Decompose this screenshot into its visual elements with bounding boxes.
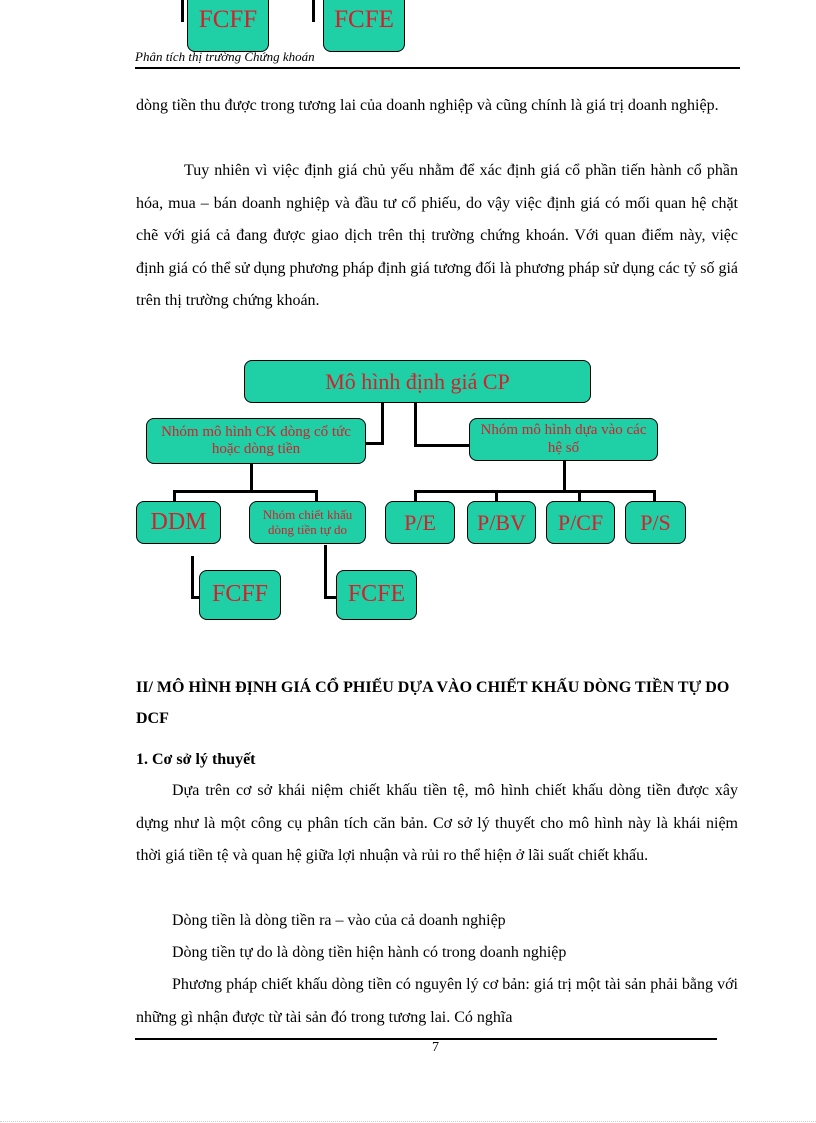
- paragraph-cashflow-def: Dòng tiền là dòng tiền ra – vào của cả doanh nghiệp: [172, 912, 506, 929]
- fcff-box-fragment: FCFF: [187, 0, 269, 52]
- footer-rule: [135, 1038, 717, 1040]
- node-ratio-group: Nhóm mô hình dựa vào các hệ số: [469, 418, 658, 461]
- connector-line: [181, 0, 184, 22]
- connector-line: [365, 442, 384, 445]
- connector-line: [381, 402, 384, 445]
- node-pe: P/E: [385, 501, 455, 544]
- paragraph-theory: Dựa trên cơ sở khái niệm chiết khấu tiền tệ, mô hình chiết khấu dòng tiền được xây dựng như là một công cụ phân tích căn bản. Cơ sở lý thuyết cho mô hình này là khái niệm thời giá tiền tệ và quan hệ giữa lợi nhuận và rủi ro thể hiện ở lãi suất chiết khấu.: [136, 782, 738, 864]
- section-heading: II/ MÔ HÌNH ĐỊNH GIÁ CỔ PHIẾU DỰA VÀO CHIẾT KHẤU DÒNG TIỀN TỰ DO DCF: [136, 679, 730, 727]
- node-dividend-cashflow-group: Nhóm mô hình CK dòng cổ tức hoặc dòng tiền: [146, 418, 366, 464]
- connector-line: [414, 490, 656, 493]
- root-node-stock-valuation: Mô hình định giá CP: [244, 360, 591, 403]
- connector-line: [312, 0, 315, 22]
- node-pcf: P/CF: [546, 501, 615, 544]
- node-ddm: DDM: [136, 501, 221, 544]
- node-fcff: FCFF: [199, 570, 281, 620]
- node-pbv: P/BV: [467, 501, 536, 544]
- connector-line: [191, 556, 194, 598]
- connector-line: [250, 463, 253, 491]
- paragraph-valuation-relative: Tuy nhiên vì việc định giá chủ yếu nhằm để xác định giá cổ phần tiến hành cổ phần hóa, mua – bán doanh nghiệp và đầu tư cổ phiếu, do vậy việc định giá có mối quan hệ chặt chẽ với giá cả đang được giao dịch trên thị trường chứng khoán. Với quan điểm này, việc định giá có thể sử dụng phương pháp định giá tương đối là phương pháp sử dụng các tỷ số giá trên thị trường chứng khoán.: [136, 162, 738, 309]
- fcfe-box-fragment: FCFE: [323, 0, 405, 52]
- header-rule: [135, 67, 740, 69]
- subsection-heading: 1. Cơ sở lý thuyết: [136, 751, 256, 768]
- connector-line: [563, 460, 566, 492]
- connector-line: [173, 490, 318, 493]
- paragraph-dcf-principle: Phương pháp chiết khấu dòng tiền có nguyên lý cơ bản: giá trị một tài sản phải bằng với những gì nhận được từ tài sản đó trong tương lai. Có nghĩa: [136, 976, 738, 1026]
- node-fcfe: FCFE: [336, 570, 417, 620]
- node-ps: P/S: [625, 501, 686, 544]
- connector-line: [414, 402, 417, 447]
- node-free-cashflow-group: Nhóm chiết khấu dòng tiền tự do: [249, 501, 366, 544]
- connector-line: [324, 545, 327, 598]
- paragraph-free-cashflow-def: Dòng tiền tự do là dòng tiền hiện hành có trong doanh nghiệp: [172, 944, 567, 961]
- connector-line: [414, 444, 470, 447]
- running-header: Phân tích thị trường Chứng khoán: [135, 49, 315, 64]
- paragraph-continuation: dòng tiền thu được trong tương lai của doanh nghiệp và cũng chính là giá trị doanh nghiệp.: [136, 97, 719, 114]
- page-number: 7: [432, 1040, 439, 1055]
- page-edge-divider: [0, 1121, 816, 1122]
